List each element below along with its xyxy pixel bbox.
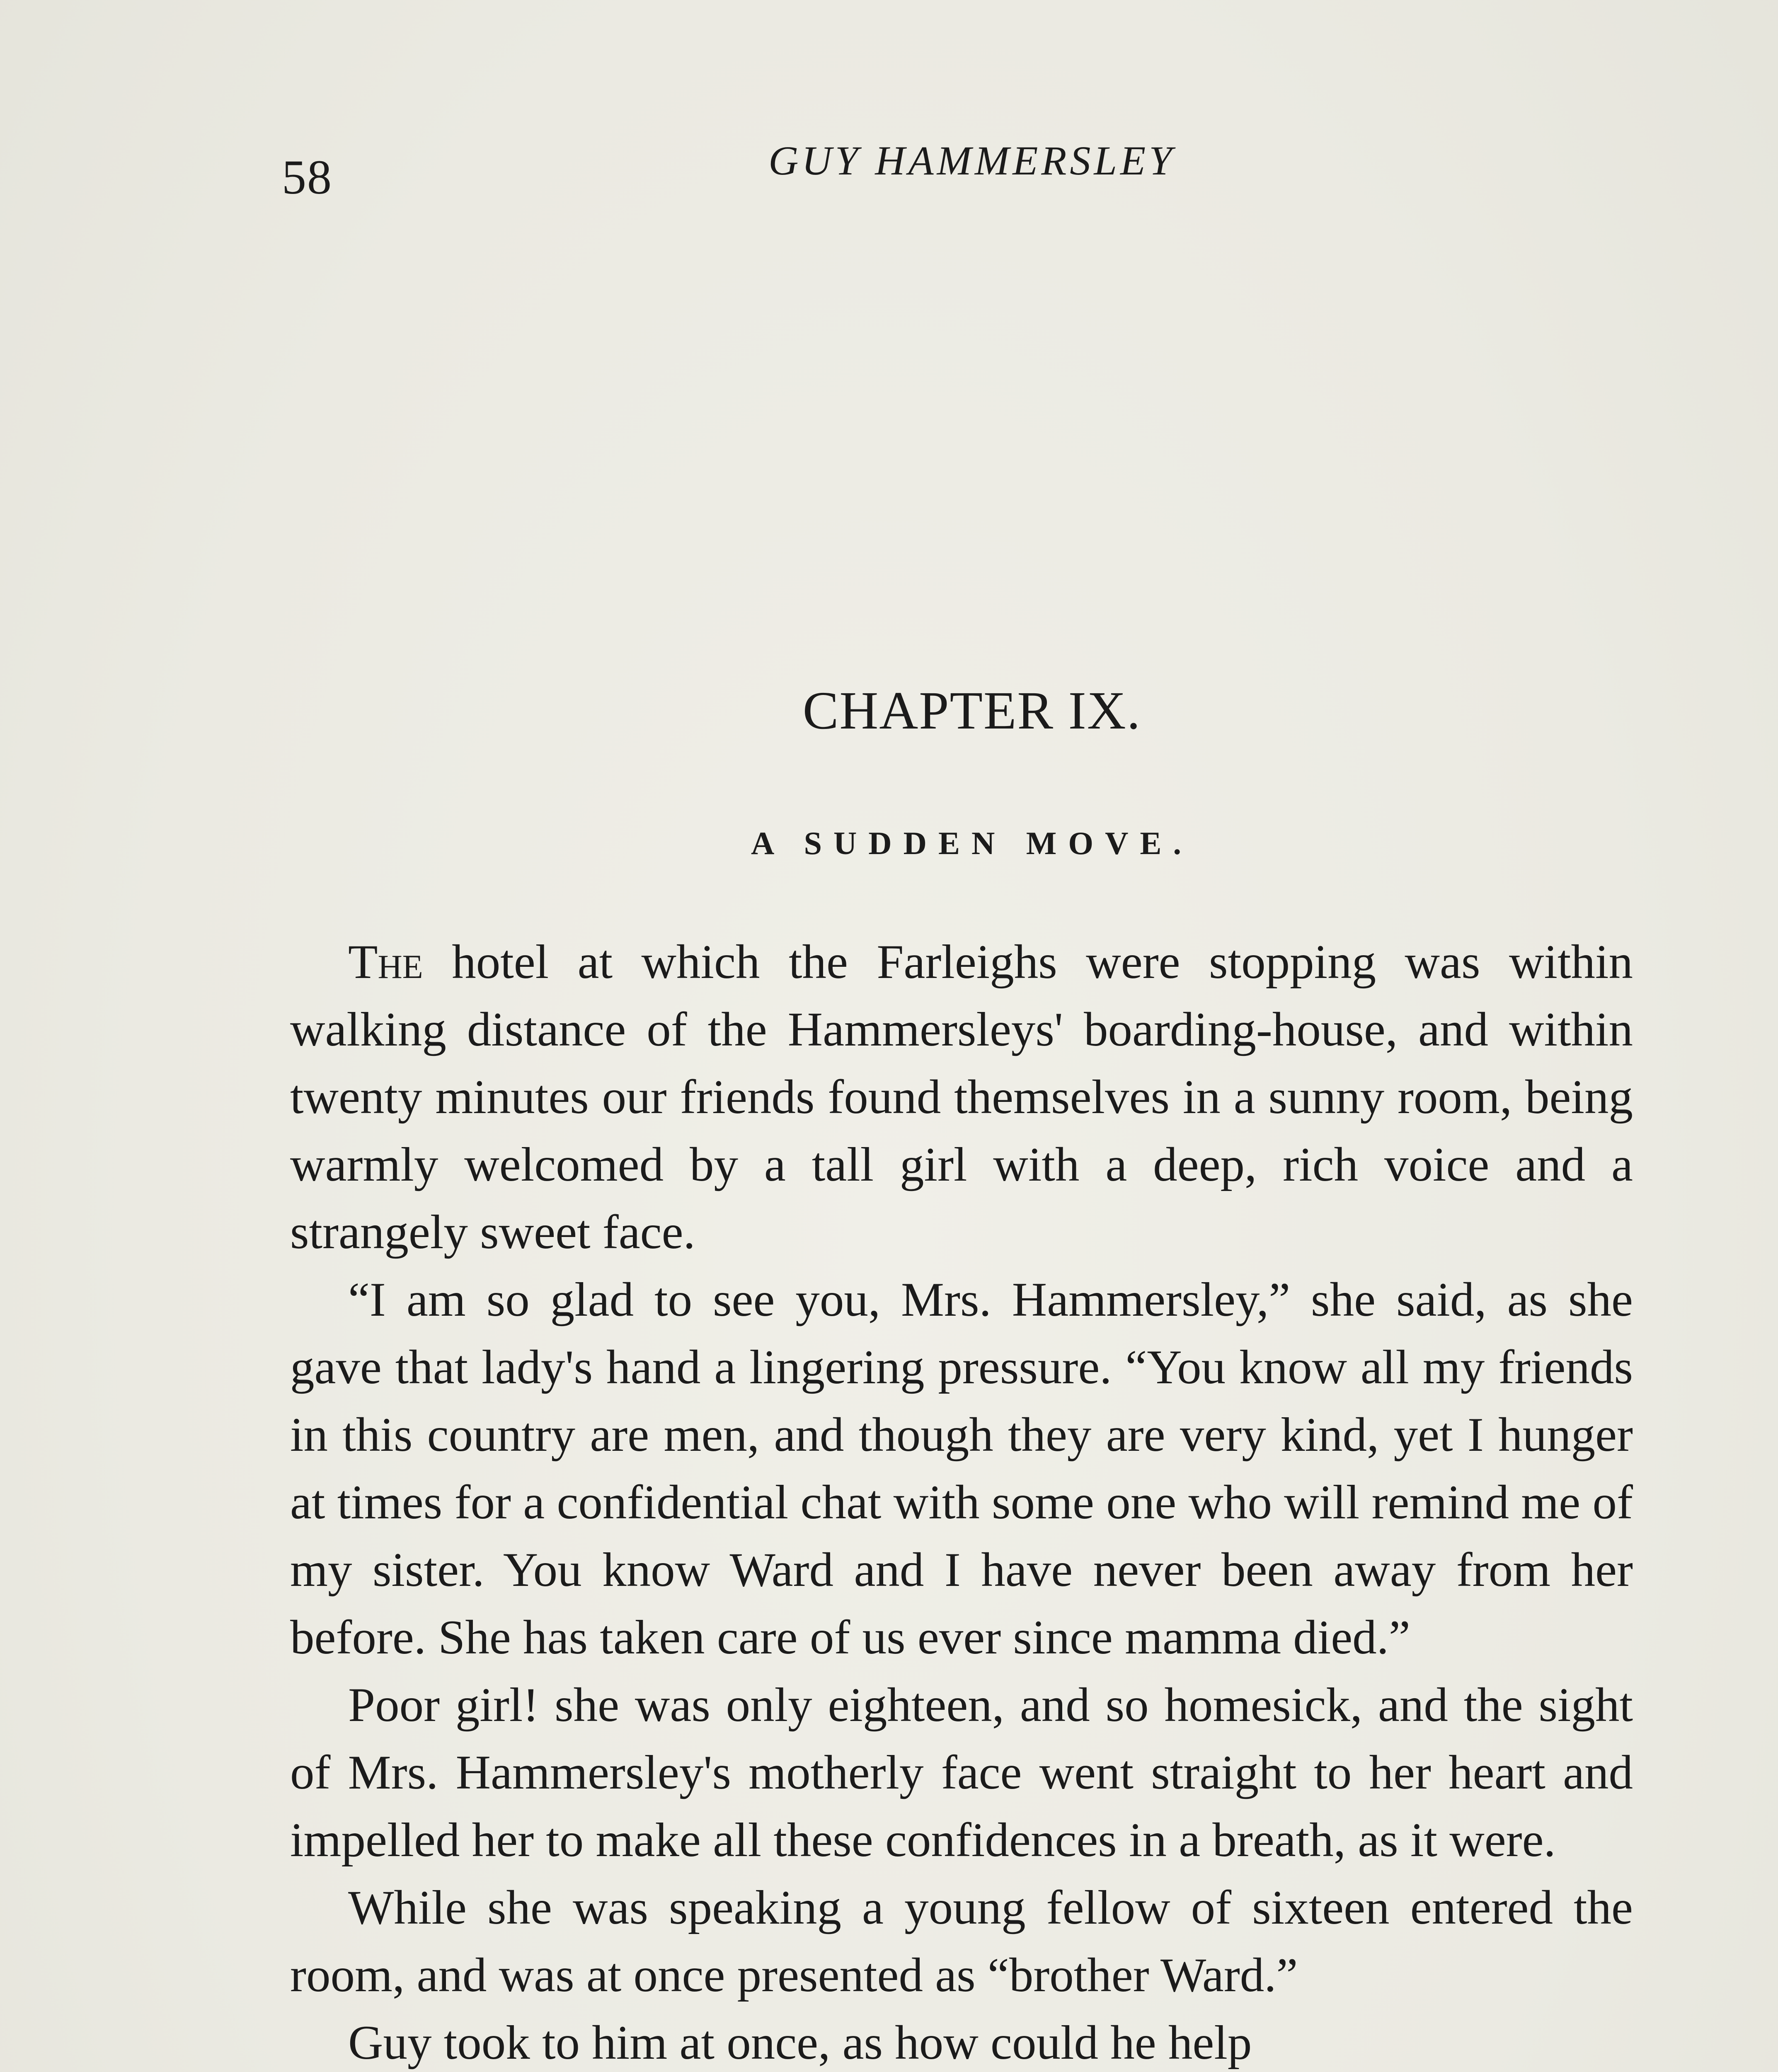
paragraph-lead-word: The <box>348 935 423 989</box>
running-head <box>282 137 1637 204</box>
paragraph-text: hotel at which the Farleighs were stopping was within walking distance of the Hammersleys' boarding-house, and within twenty minutes our friends found themselves in a sunny room, being warmly welcomed by a tall girl with a deep, rich voice and a strangely sweet face. <box>290 935 1633 1259</box>
paragraph-text: Guy took to him at once, as how could he help <box>348 2016 1252 2070</box>
chapter-heading: CHAPTER IX. <box>802 681 1141 741</box>
paragraph <box>290 1266 1633 1671</box>
paragraph-text: Poor girl! she was only eighteen, and so homesick, and the sight of Mrs. Hammersley's motherly face went straight to her heart and impelled her to make all these confidences in a breath, as it were. <box>290 1678 1633 1867</box>
chapter-subtitle: A SUDDEN MOVE. <box>751 825 1193 861</box>
paragraph <box>290 1671 1633 1874</box>
page-number: 58 <box>282 150 332 204</box>
paragraph <box>290 2009 1633 2072</box>
paragraph-text: While she was speaking a young fellow of sixteen entered the room, and was at once presented as “brother Ward.” <box>290 1881 1633 2002</box>
paragraph <box>290 928 1633 1266</box>
paragraph-text: “I am so glad to see you, Mrs. Hammersley,” she said, as she gave that lady's hand a lingering pressure. “You know all my friends in this country are men, and though they are very kind, yet I hunger at times for a confidential chat with some one who will remind me of my sister. You know Ward and I have never been away from her before. She has taken care of us ever since mamma died.” <box>290 1273 1633 1664</box>
running-title: GUY HAMMERSLEY <box>768 138 1175 184</box>
paragraph <box>290 1874 1633 2009</box>
body-text <box>290 928 1633 2072</box>
